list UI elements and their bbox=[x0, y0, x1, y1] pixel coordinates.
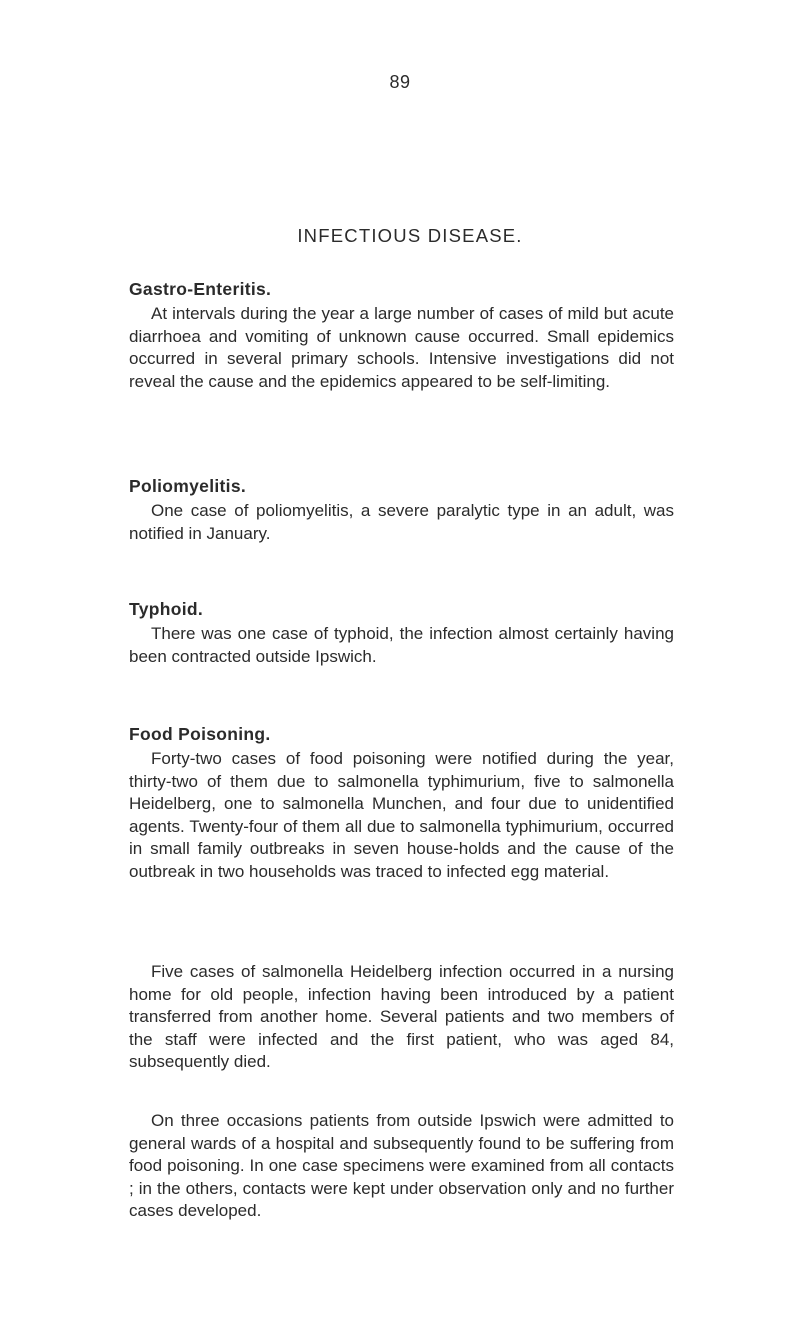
section-paragraph: Forty-two cases of food poisoning were notified during the year, thirty-two of them due to salmonella typhimurium, five to salmonella Heidelberg, one to salmonella Munchen, and four due to unidentified agents. Twenty-four of them all due to salmonella typhimurium, occurred in small family outbreaks in seven house-holds and the cause of the outbreak in two households was traced to infected egg material. bbox=[129, 749, 674, 881]
page-number: 89 bbox=[389, 72, 411, 92]
section-food-poisoning-hospital bbox=[129, 1110, 674, 1223]
section-paragraph: Five cases of salmonella Heidelberg infection occurred in a nursing home for old people, infection having been introduced by a patient transferred from another home. Several patients and two members of the staff were infected and the first patient, who was aged 84, subsequently died. bbox=[129, 962, 674, 1071]
section-gastro-enteritis bbox=[129, 279, 674, 393]
section-poliomyelitis bbox=[129, 476, 674, 545]
section-food-poisoning-nursing-home bbox=[129, 961, 674, 1074]
section-heading: Food Poisoning. bbox=[129, 724, 271, 744]
section-food-poisoning bbox=[129, 724, 674, 883]
section-heading: Poliomyelitis. bbox=[129, 476, 247, 496]
section-heading: Typhoid. bbox=[129, 599, 204, 619]
page-title: INFECTIOUS DISEASE. bbox=[297, 225, 523, 246]
section-paragraph: One case of poliomyelitis, a severe paralytic type in an adult, was notified in January. bbox=[129, 501, 674, 543]
section-typhoid bbox=[129, 599, 674, 668]
section-paragraph: On three occasions patients from outside Ipswich were admitted to general wards of a hospital and subsequently found to be suffering from food poisoning. In one case specimens were examined from all contacts ; in the others, contacts were kept under observation only and no further cases developed. bbox=[129, 1111, 674, 1220]
section-heading: Gastro-Enteritis. bbox=[129, 279, 272, 299]
section-paragraph: At intervals during the year a large number of cases of mild but acute diarrhoea and vomiting of unknown cause occurred. Small epidemics occurred in several primary schools. Intensive investigations did not reveal the cause and the epidemics appeared to be self-limiting. bbox=[129, 304, 674, 391]
section-paragraph: There was one case of typhoid, the infection almost certainly having been contracted outside Ipswich. bbox=[129, 624, 674, 666]
